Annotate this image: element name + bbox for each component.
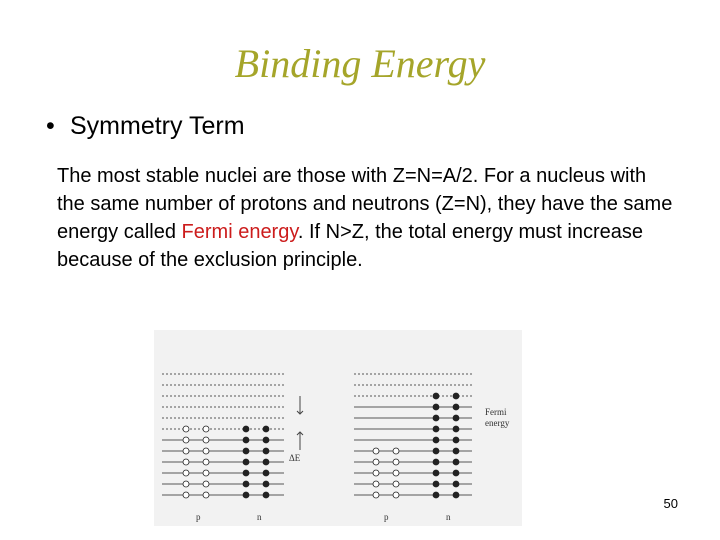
proton: [203, 426, 209, 432]
proton: [373, 448, 379, 454]
neutron: [433, 492, 439, 498]
neutron: [263, 481, 269, 487]
neutron: [243, 492, 249, 498]
neutron: [243, 459, 249, 465]
neutron: [433, 426, 439, 432]
proton: [393, 492, 399, 498]
paragraph-text-2: . If N>Z, the total energy must increase because of the exclusion principle.: [57, 221, 644, 271]
proton: [183, 470, 189, 476]
right-n-label: n: [446, 512, 451, 522]
proton: [373, 492, 379, 498]
neutron: [453, 470, 459, 476]
neutron: [243, 448, 249, 454]
neutron: [263, 448, 269, 454]
proton: [183, 459, 189, 465]
neutron: [453, 492, 459, 498]
neutron: [453, 393, 459, 399]
neutron: [433, 437, 439, 443]
fermi-energy-highlight: Fermi energy: [181, 221, 298, 243]
proton: [393, 481, 399, 487]
neutron: [433, 448, 439, 454]
neutron: [263, 437, 269, 443]
delta-e-arrows: [297, 396, 303, 450]
neutron: [263, 470, 269, 476]
proton: [203, 492, 209, 498]
fermi-label-1: Fermi: [485, 407, 507, 417]
neutron: [433, 404, 439, 410]
proton: [183, 492, 189, 498]
proton: [203, 437, 209, 443]
neutron: [433, 481, 439, 487]
bullet-text: Symmetry Term: [70, 112, 245, 140]
proton: [183, 481, 189, 487]
neutron: [243, 470, 249, 476]
bullet-item: [46, 112, 245, 141]
body-paragraph: [57, 162, 677, 274]
neutron: [243, 437, 249, 443]
proton: [183, 426, 189, 432]
right-p-label: p: [384, 512, 389, 522]
proton: [373, 459, 379, 465]
nucleons: [183, 393, 459, 498]
neutron: [453, 426, 459, 432]
slide-title: Binding Energy: [234, 41, 486, 86]
energy-levels: [162, 374, 472, 495]
neutron: [433, 459, 439, 465]
proton: [393, 470, 399, 476]
neutron: [453, 415, 459, 421]
neutron: [453, 481, 459, 487]
neutron: [243, 481, 249, 487]
neutron: [453, 448, 459, 454]
proton: [183, 448, 189, 454]
neutron: [263, 492, 269, 498]
fermi-label-2: energy: [485, 418, 510, 428]
neutron: [263, 426, 269, 432]
bullet-dot: •: [46, 112, 55, 140]
page-number: 50: [663, 496, 678, 511]
delta-e-label: ΔE: [289, 453, 301, 463]
neutron: [453, 459, 459, 465]
energy-level-svg: [154, 330, 522, 526]
energy-level-diagram: [154, 330, 522, 526]
neutron: [433, 393, 439, 399]
neutron: [433, 470, 439, 476]
proton: [393, 448, 399, 454]
neutron: [433, 415, 439, 421]
neutron: [263, 459, 269, 465]
proton: [373, 481, 379, 487]
proton: [393, 459, 399, 465]
left-n-label: n: [257, 512, 262, 522]
neutron: [453, 437, 459, 443]
paragraph-text-1: The most stable nuclei are those with Z=N=A/2. For a nucleus with the same number of protons and neutrons (Z=N), they have the same energy called: [57, 165, 673, 243]
neutron: [453, 404, 459, 410]
left-p-label: p: [196, 512, 201, 522]
proton: [203, 470, 209, 476]
proton: [203, 448, 209, 454]
proton: [203, 481, 209, 487]
proton: [203, 459, 209, 465]
proton: [183, 437, 189, 443]
neutron: [243, 426, 249, 432]
proton: [373, 470, 379, 476]
